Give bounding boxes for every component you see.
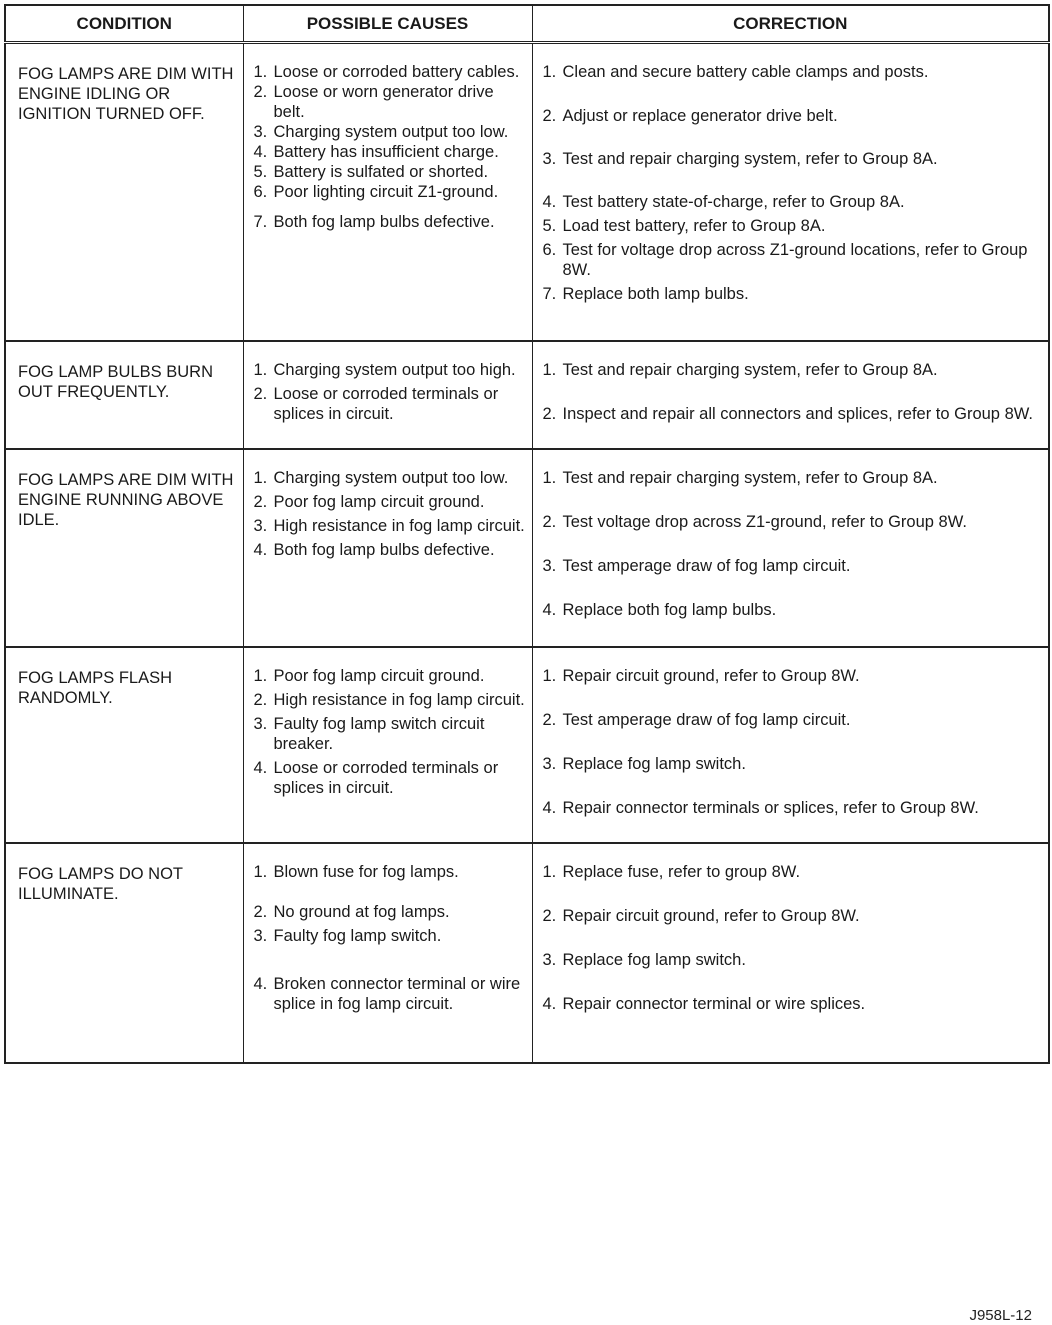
correction-list bbox=[543, 62, 1045, 304]
cause-text: Broken connector terminal or wire splice in fog lamp circuit. bbox=[273, 974, 521, 1013]
cause-number: 1. bbox=[253, 360, 268, 379]
cause-text: Charging system output too low. bbox=[273, 468, 509, 487]
correction-number: 5. bbox=[542, 217, 557, 235]
cause-item bbox=[254, 182, 528, 202]
cause-text: High resistance in fog lamp circuit. bbox=[273, 690, 525, 709]
possible-causes-list bbox=[254, 62, 528, 232]
correction-text: Test for voltage drop across Z1-ground locations, refer to Group 8W. bbox=[562, 241, 1028, 279]
correction-item bbox=[543, 468, 1045, 488]
correction-number: 4. bbox=[542, 994, 557, 1013]
figure-code: J958L-12 bbox=[969, 1307, 1032, 1324]
correction-number: 2. bbox=[542, 512, 557, 531]
cause-item bbox=[254, 714, 528, 754]
cause-number: 2. bbox=[253, 83, 268, 101]
correction-number: 6. bbox=[542, 241, 557, 259]
condition-cell: FOG LAMP BULBS BURN OUT FREQUENTLY. bbox=[5, 341, 243, 449]
correction-text: Replace fog lamp switch. bbox=[562, 950, 746, 969]
correction-item bbox=[543, 666, 1045, 686]
cause-text: Loose or worn generator drive belt. bbox=[273, 83, 494, 121]
cause-item bbox=[254, 974, 528, 1014]
correction-cell bbox=[532, 43, 1049, 341]
cause-number: 2. bbox=[253, 902, 268, 921]
correction-item bbox=[543, 149, 1045, 169]
cause-text: Charging system output too high. bbox=[273, 360, 516, 379]
cause-text: Blown fuse for fog lamps. bbox=[273, 862, 459, 881]
correction-text: Clean and secure battery cable clamps and posts. bbox=[562, 63, 929, 81]
cause-text: Charging system output too low. bbox=[273, 123, 509, 141]
possible-causes-cell bbox=[243, 647, 532, 843]
cause-item bbox=[254, 62, 528, 82]
correction-item bbox=[543, 600, 1045, 620]
cause-number: 4. bbox=[253, 143, 268, 161]
cause-number: 2. bbox=[253, 492, 268, 511]
correction-item bbox=[543, 710, 1045, 730]
cause-text: Battery is sulfated or shorted. bbox=[273, 163, 489, 181]
cause-number: 1. bbox=[253, 63, 268, 81]
correction-text: Replace both fog lamp bulbs. bbox=[562, 600, 777, 619]
correction-number: 2. bbox=[542, 107, 557, 125]
possible-causes-cell bbox=[243, 449, 532, 647]
possible-causes-list bbox=[254, 468, 528, 560]
condition-cell: FOG LAMPS DO NOT ILLUMINATE. bbox=[5, 843, 243, 1063]
correction-item bbox=[543, 404, 1045, 424]
correction-item bbox=[543, 106, 1045, 126]
correction-item bbox=[543, 512, 1045, 532]
possible-causes-cell bbox=[243, 341, 532, 449]
cause-number: 7. bbox=[253, 213, 268, 231]
correction-number: 1. bbox=[542, 63, 557, 81]
cause-item bbox=[254, 162, 528, 182]
correction-number: 2. bbox=[542, 710, 557, 729]
correction-number: 1. bbox=[542, 468, 557, 487]
cause-number: 4. bbox=[253, 758, 268, 777]
cause-number: 4. bbox=[253, 540, 268, 559]
cause-item bbox=[254, 360, 528, 380]
cause-number: 4. bbox=[253, 974, 268, 993]
correction-text: Replace fog lamp switch. bbox=[562, 754, 746, 773]
table-row bbox=[5, 341, 1049, 449]
cause-text: No ground at fog lamps. bbox=[273, 902, 450, 921]
cause-number: 6. bbox=[253, 183, 268, 201]
cause-item bbox=[254, 492, 528, 512]
correction-number: 3. bbox=[542, 556, 557, 575]
possible-causes-cell bbox=[243, 843, 532, 1063]
correction-cell bbox=[532, 843, 1049, 1063]
correction-text: Inspect and repair all connectors and splices, refer to Group 8W. bbox=[562, 404, 1033, 423]
cause-item bbox=[254, 516, 528, 536]
correction-item bbox=[543, 216, 1045, 236]
correction-text: Repair connector terminal or wire splices. bbox=[562, 994, 866, 1013]
possible-causes-list bbox=[254, 862, 528, 1014]
table-row bbox=[5, 449, 1049, 647]
correction-list bbox=[543, 862, 1045, 1014]
correction-number: 3. bbox=[542, 950, 557, 969]
cause-number: 3. bbox=[253, 123, 268, 141]
cause-text: Poor lighting circuit Z1-ground. bbox=[273, 183, 499, 201]
cause-number: 1. bbox=[253, 468, 268, 487]
correction-text: Adjust or replace generator drive belt. bbox=[562, 107, 838, 125]
correction-text: Replace both lamp bulbs. bbox=[562, 285, 749, 303]
cause-text: Poor fog lamp circuit ground. bbox=[273, 492, 485, 511]
header-correction: CORRECTION bbox=[532, 5, 1049, 43]
condition-cell: FOG LAMPS FLASH RANDOMLY. bbox=[5, 647, 243, 843]
cause-item bbox=[254, 862, 528, 882]
correction-text: Test amperage draw of fog lamp circuit. bbox=[562, 556, 851, 575]
correction-list bbox=[543, 468, 1045, 620]
table-row bbox=[5, 647, 1049, 843]
correction-number: 2. bbox=[542, 404, 557, 423]
cause-text: Both fog lamp bulbs defective. bbox=[273, 213, 495, 231]
cause-item bbox=[254, 926, 528, 946]
table-row bbox=[5, 43, 1049, 341]
correction-number: 4. bbox=[542, 193, 557, 211]
possible-causes-list bbox=[254, 666, 528, 798]
correction-item bbox=[543, 192, 1045, 212]
correction-text: Test voltage drop across Z1-ground, refer to Group 8W. bbox=[562, 512, 967, 531]
cause-text: High resistance in fog lamp circuit. bbox=[273, 516, 525, 535]
table-body bbox=[5, 43, 1049, 1063]
cause-text: Battery has insufficient charge. bbox=[273, 143, 499, 161]
correction-item bbox=[543, 240, 1045, 280]
correction-number: 4. bbox=[542, 798, 557, 817]
cause-number: 3. bbox=[253, 926, 268, 945]
header-possible-causes: POSSIBLE CAUSES bbox=[243, 5, 532, 43]
cause-number: 1. bbox=[253, 666, 268, 685]
header-condition: CONDITION bbox=[5, 5, 243, 43]
correction-item bbox=[543, 950, 1045, 970]
cause-item bbox=[254, 758, 528, 798]
correction-text: Test and repair charging system, refer to Group 8A. bbox=[562, 468, 938, 487]
cause-number: 2. bbox=[253, 690, 268, 709]
possible-causes-list bbox=[254, 360, 528, 424]
cause-number: 2. bbox=[253, 384, 268, 403]
cause-text: Faulty fog lamp switch circuit breaker. bbox=[273, 714, 485, 753]
possible-causes-cell bbox=[243, 43, 532, 341]
correction-text: Test amperage draw of fog lamp circuit. bbox=[562, 710, 851, 729]
cause-number: 3. bbox=[253, 714, 268, 733]
cause-text: Poor fog lamp circuit ground. bbox=[273, 666, 485, 685]
correction-item bbox=[543, 754, 1045, 774]
cause-number: 5. bbox=[253, 163, 268, 181]
correction-number: 2. bbox=[542, 906, 557, 925]
condition-cell: FOG LAMPS ARE DIM WITH ENGINE IDLING OR IGNITION TURNED OFF. bbox=[5, 43, 243, 341]
correction-cell bbox=[532, 449, 1049, 647]
header-row bbox=[5, 5, 1049, 43]
cause-item bbox=[254, 690, 528, 710]
cause-number: 1. bbox=[253, 862, 268, 881]
correction-text: Test battery state-of-charge, refer to Group 8A. bbox=[562, 193, 905, 211]
correction-text: Repair circuit ground, refer to Group 8W. bbox=[562, 666, 860, 685]
correction-item bbox=[543, 798, 1045, 818]
diagnosis-chart bbox=[4, 4, 1048, 1064]
correction-item bbox=[543, 862, 1045, 882]
cause-item bbox=[254, 384, 528, 424]
correction-number: 1. bbox=[542, 666, 557, 685]
cause-item bbox=[254, 212, 528, 232]
correction-number: 1. bbox=[542, 862, 557, 881]
condition-cell: FOG LAMPS ARE DIM WITH ENGINE RUNNING ABOVE IDLE. bbox=[5, 449, 243, 647]
diagnosis-table bbox=[4, 4, 1050, 1064]
correction-number: 3. bbox=[542, 754, 557, 773]
cause-text: Loose or corroded terminals or splices in circuit. bbox=[273, 758, 499, 797]
correction-item bbox=[543, 556, 1045, 576]
correction-text: Test and repair charging system, refer to Group 8A. bbox=[562, 360, 938, 379]
correction-number: 7. bbox=[542, 285, 557, 303]
correction-text: Load test battery, refer to Group 8A. bbox=[562, 217, 826, 235]
correction-list bbox=[543, 360, 1045, 424]
table-row bbox=[5, 843, 1049, 1063]
correction-text: Replace fuse, refer to group 8W. bbox=[562, 862, 801, 881]
cause-item bbox=[254, 902, 528, 922]
correction-item bbox=[543, 284, 1045, 304]
cause-item bbox=[254, 468, 528, 488]
cause-text: Both fog lamp bulbs defective. bbox=[273, 540, 495, 559]
correction-item bbox=[543, 906, 1045, 926]
cause-item bbox=[254, 82, 528, 122]
correction-text: Repair connector terminals or splices, refer to Group 8W. bbox=[562, 798, 979, 817]
correction-text: Test and repair charging system, refer to Group 8A. bbox=[562, 150, 938, 168]
cause-number: 3. bbox=[253, 516, 268, 535]
cause-text: Loose or corroded terminals or splices in circuit. bbox=[273, 384, 499, 423]
correction-text: Repair circuit ground, refer to Group 8W. bbox=[562, 906, 860, 925]
correction-item bbox=[543, 360, 1045, 380]
correction-number: 3. bbox=[542, 150, 557, 168]
cause-item bbox=[254, 142, 528, 162]
correction-cell bbox=[532, 647, 1049, 843]
correction-cell bbox=[532, 341, 1049, 449]
cause-item bbox=[254, 122, 528, 142]
cause-item bbox=[254, 666, 528, 686]
correction-number: 4. bbox=[542, 600, 557, 619]
correction-item bbox=[543, 994, 1045, 1014]
correction-list bbox=[543, 666, 1045, 818]
correction-number: 1. bbox=[542, 360, 557, 379]
cause-text: Faulty fog lamp switch. bbox=[273, 926, 442, 945]
correction-item bbox=[543, 62, 1045, 82]
cause-item bbox=[254, 540, 528, 560]
cause-text: Loose or corroded battery cables. bbox=[273, 63, 520, 81]
